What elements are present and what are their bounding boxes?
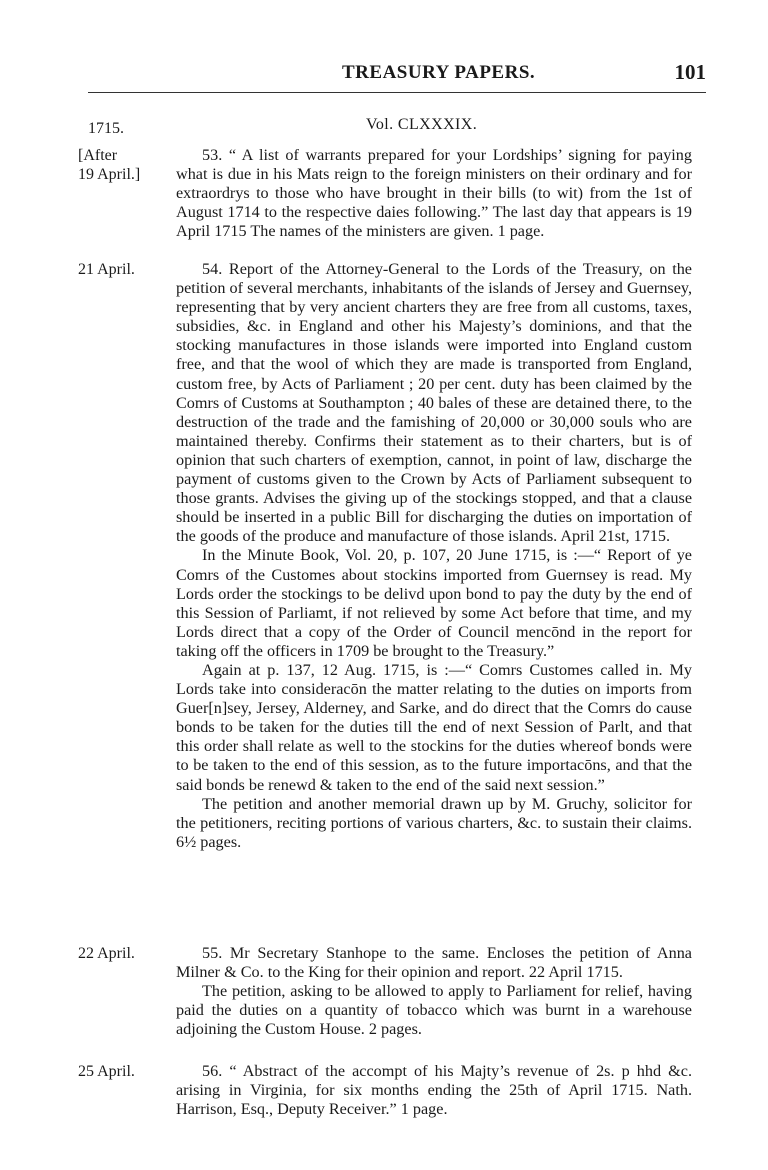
entry-53 — [176, 146, 692, 241]
entry-date — [78, 146, 174, 184]
entry-text: 56. “ Abstract of the accompt of his Majty’s revenue of 2s. p hhd &c. arising in Virginia, for six months ending the 25th of April 1715. Nath. Harrison, Esq., Deputy Receiver.” 1 page. — [176, 1062, 692, 1119]
entry-56 — [176, 1062, 692, 1119]
running-title: TREASURY PAPERS. — [342, 62, 536, 83]
petition-paragraph: The petition, asking to be allowed to apply to Parliament for relief, having paid the duties on a quantity of tobacco which was burnt in a warehouse adjoining the Custom House. 2 pages. — [176, 982, 692, 1039]
entry-text: 53. “ A list of warrants prepared for your Lordships’ signing for paying what is due in his Mats reign to the foreign ministers on their ordinary and for extraordrys to those who have brought in their bills (to wit) from the 1st of August 1714 to the respective daies following.” The last day that appears is 19 April 1715 The names of the ministers are given. 1 page. — [176, 146, 692, 241]
entry-55 — [176, 944, 692, 1039]
entry-date-line: 19 April.] — [78, 166, 141, 183]
entry-date: 25 April. — [78, 1063, 135, 1080]
header-rule — [88, 92, 706, 93]
minute-book-paragraph: In the Minute Book, Vol. 20, p. 107, 20 June 1715, is :—“ Report of ye Comrs of the Customes about stockins imported from Guernsey is read. My Lords order the stockings to be delivd upon bond to pay the duty by the end of this Session of Parliamt, if not relieved by some Act before that time, and my Lords direct that a copy of the Order of Council mencōnd in the report for taking off the officers in 1709 be brought to the Treasury.” — [176, 546, 692, 660]
entry-text: 54. Report of the Attorney-General to the Lords of the Treasury, on the petition of several merchants, inhabitants of the islands of Jersey and Guernsey, representing that by very ancient charters they are free from all customs, taxes, subsidies, &c. in England and other his Majesty’s dominions, and that the stocking manufactures in those islands were imported into England custom free, and that the wool of which they are made is transported from England, custom free, by Acts of Parliament ; 20 per cent. duty has been claimed by the Comrs of Customs at Southampton ; 40 bales of these are detained there, to the destruction of the trade and the famishing of 20,000 or 30,000 souls who are maintained thereby. Confirms their statement as to their charters, but is of opinion that such charters of exemption, cannot, in point of law, discharge the payment of customs given to the Crown by Acts of Parliament subsequent to those grants. Advises the giving up of the stockings stopped, and that a clause should be inserted in a public Bill for discharging the duties on importation of the goods of the produce and manufacture of those islands. April 21st, 1715. — [176, 260, 692, 546]
entry-date: 22 April. — [78, 945, 135, 962]
page-number: 101 — [674, 60, 706, 84]
page-header — [0, 62, 768, 92]
entry-date-line: [After — [78, 147, 118, 164]
year-label: 1715. — [88, 120, 124, 137]
petition-paragraph: The petition and another memorial drawn up by M. Gruchy, solicitor for the petitioners, reciting portions of various charters, &c. to sustain their claims. 6½ pages. — [176, 794, 692, 851]
entry-date: 21 April. — [78, 261, 135, 278]
again-paragraph: Again at p. 137, 12 Aug. 1715, is :—“ Comrs Customes called in. My Lords take into consideracōn the matter relating to the duties on imports from Guer[n]sey, Jersey, Alderney, and Sarke, and do direct that the Comrs do cause bonds to be taken for the duties till the end of next Session of Parlt, and that this order shall relate as well to the stockins for the duties whereof bonds were to be taken to the end of this session, as to the future importacōns, and that the said bonds be renewd & taken to the end of the said next session.” — [176, 660, 692, 794]
entry-text: 55. Mr Secretary Stanhope to the same. Encloses the petition of Anna Milner & Co. to the King for their opinion and report. 22 April 1715. — [176, 944, 692, 982]
volume-heading: Vol. CLXXXIX. — [366, 116, 478, 133]
entry-54 — [176, 260, 692, 852]
